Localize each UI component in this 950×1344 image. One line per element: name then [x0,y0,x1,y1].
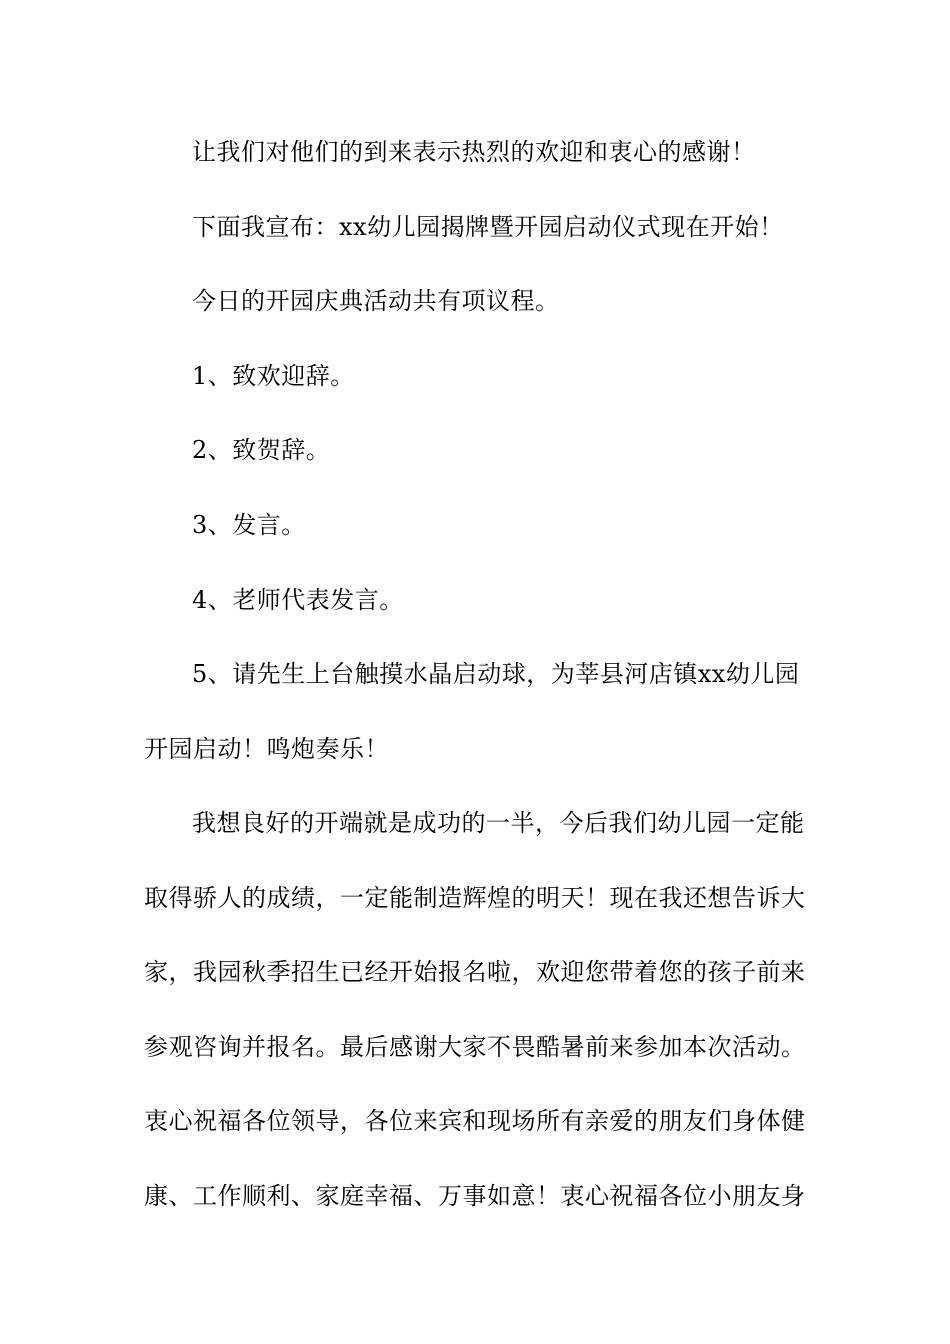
agenda-item: 5、请先生上台触摸水晶启动球，为莘县河店镇xx幼儿园 [192,660,800,688]
paragraph-line: 家，我园秋季招生已经开始报名啦，欢迎您带着您的孩子前来 [144,958,806,986]
paragraph-line: 下面我宣布：xx幼儿园揭牌暨开园启动仪式现在开始！ [192,213,784,241]
paragraph-line: 参观咨询并报名。最后感谢大家不畏酷暑前来参加本次活动。 [144,1033,806,1061]
paragraph-line: 康、工作顺利、家庭幸福、万事如意！衷心祝福各位小朋友身 [144,1182,806,1210]
paragraph-line: 我想良好的开端就是成功的一半，今后我们幼儿园一定能 [192,809,805,837]
agenda-item: 2、致贺辞。 [192,436,331,464]
agenda-item: 3、发言。 [192,511,306,539]
paragraph-line: 衷心祝福各位领导，各位来宾和现场所有亲爱的朋友们身体健 [144,1107,806,1135]
agenda-item: 1、致欢迎辞。 [192,362,355,390]
paragraph-line: 取得骄人的成绩，一定能制造辉煌的明天！现在我还想告诉大 [144,884,806,912]
paragraph-line: 让我们对他们的到来表示热烈的欢迎和衷心的感谢！ [192,138,756,166]
paragraph-line: 开园启动！鸣炮奏乐！ [144,735,389,763]
agenda-item: 4、老师代表发言。 [192,586,404,614]
paragraph-line: 今日的开园庆典活动共有项议程。 [192,287,560,315]
